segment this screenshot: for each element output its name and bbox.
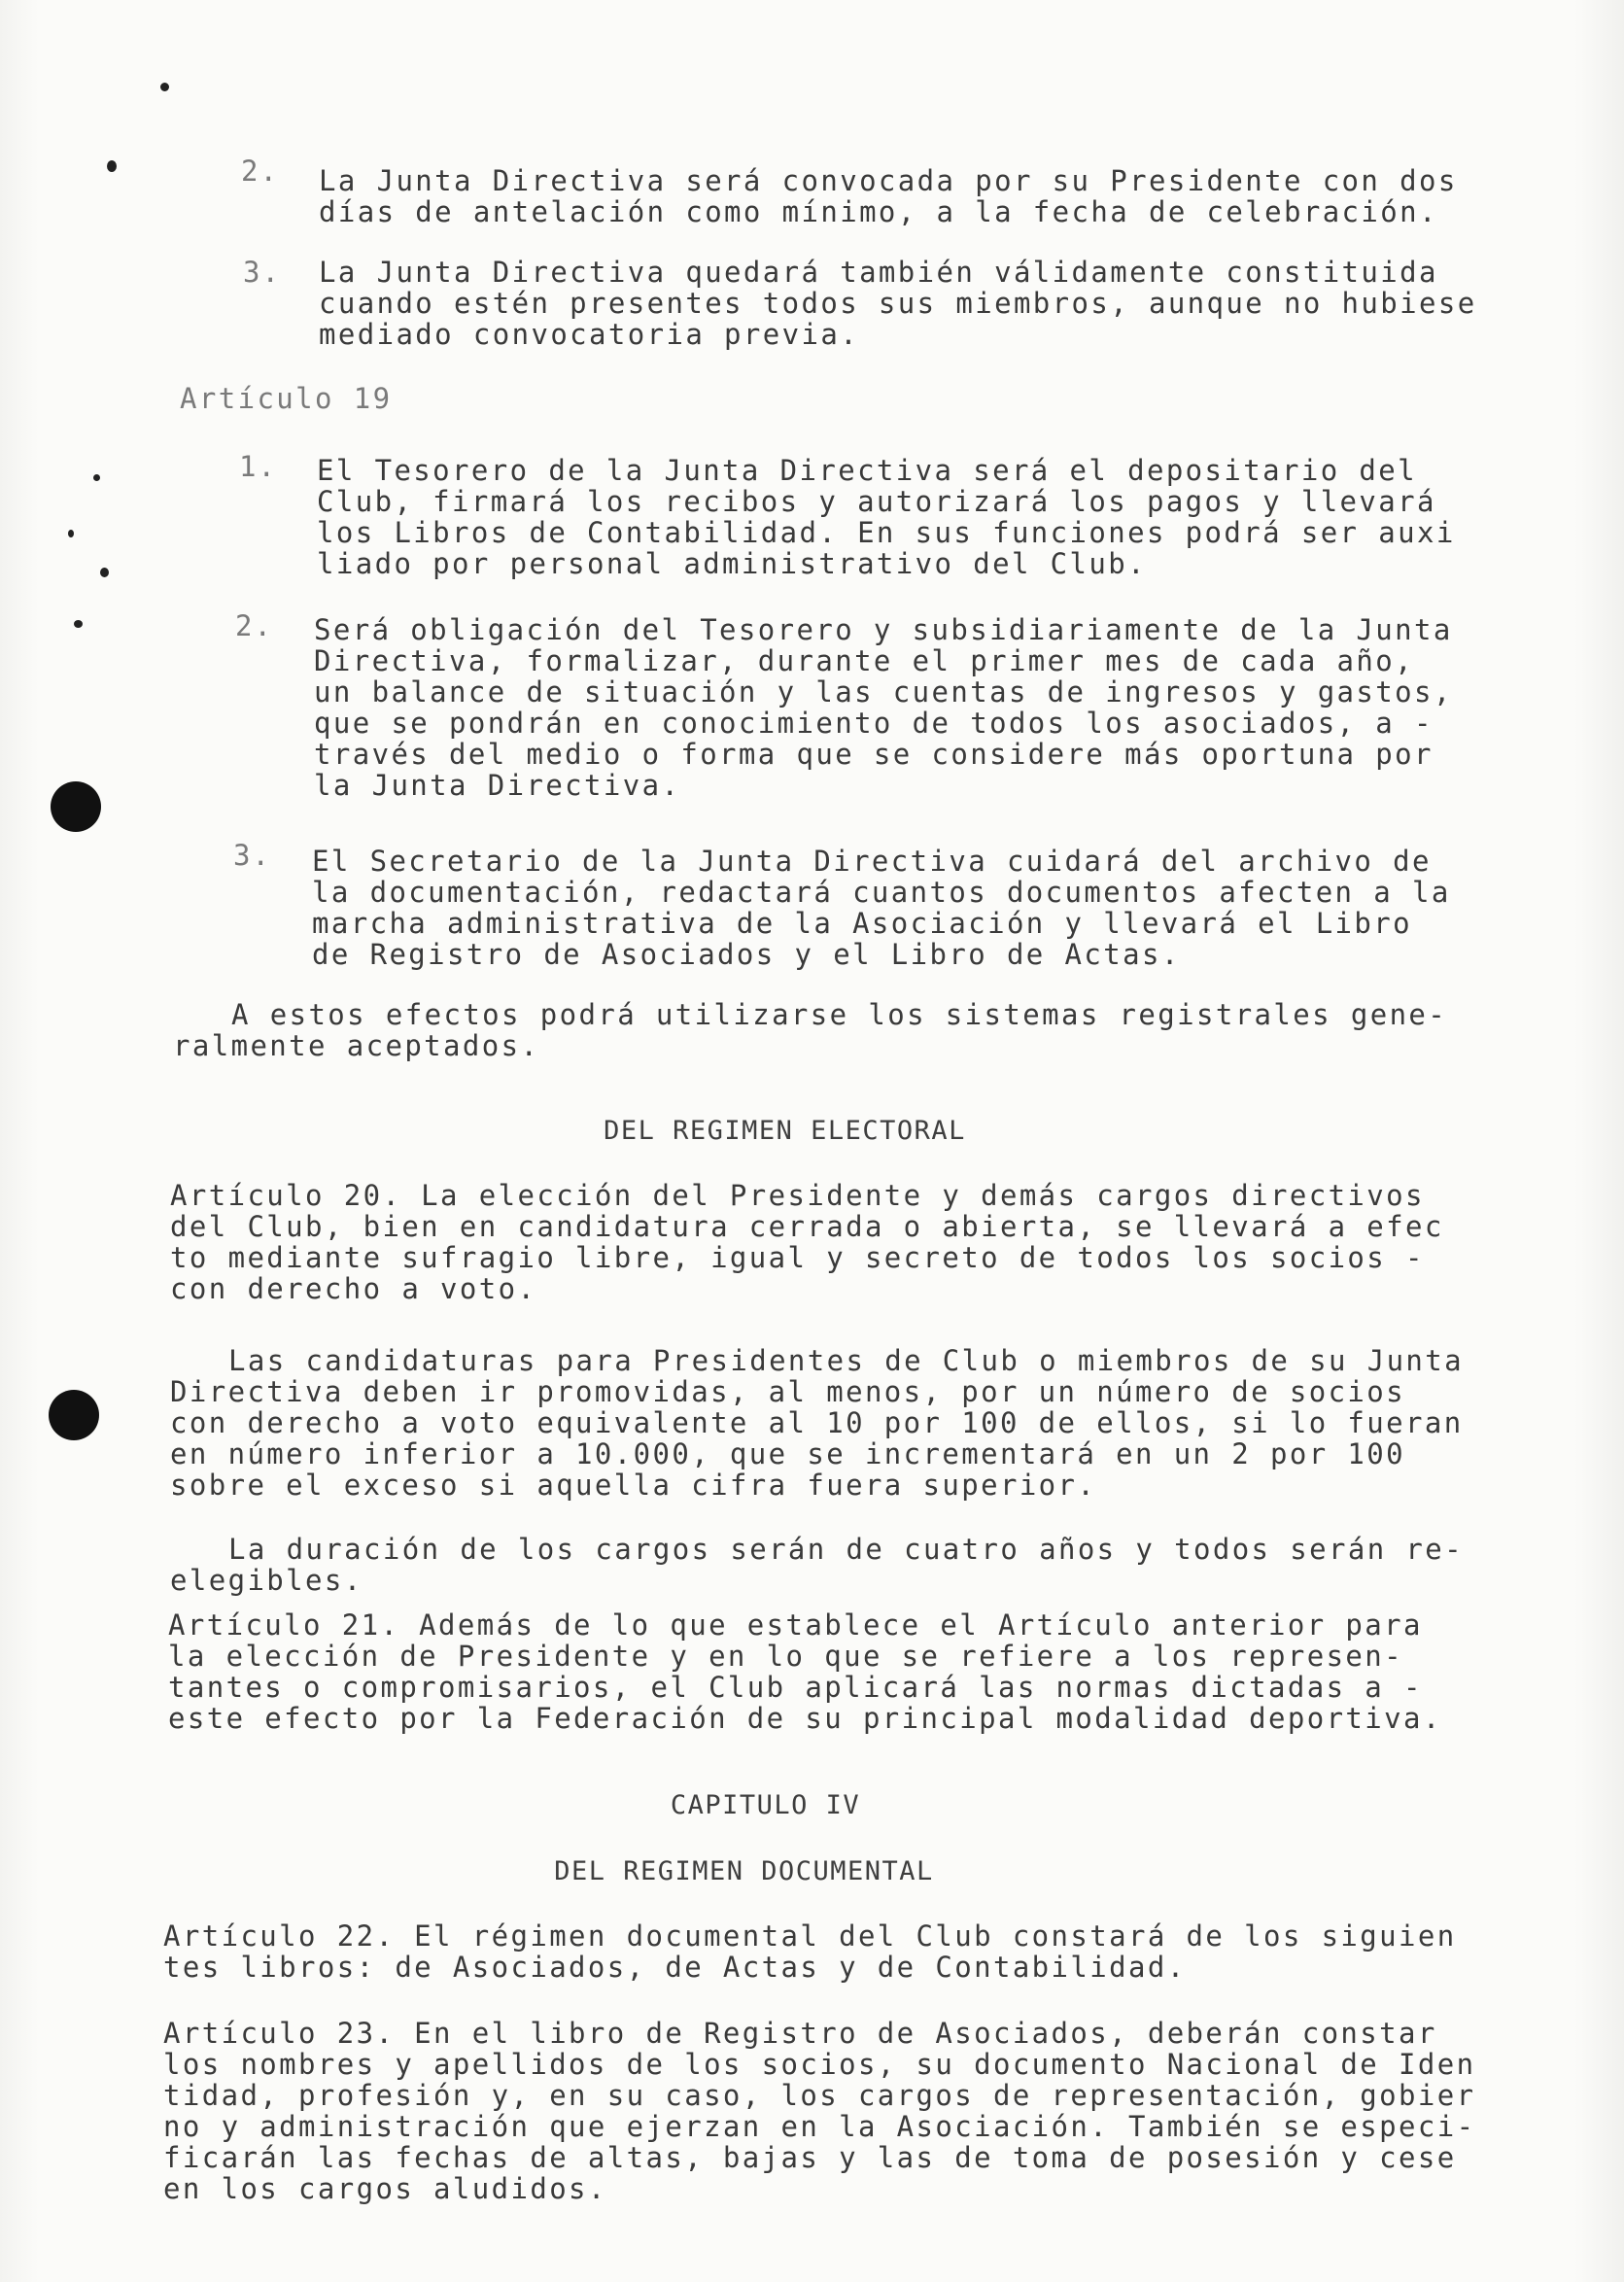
article-22: Artículo 22. El régimen documental del Club constará de los siguien tes libros: de Asociados, de Actas y de Contabilidad. — [163, 1919, 1457, 1984]
item-number: 2. — [235, 609, 273, 642]
article-20: Artículo 20. La elección del Presidente y demás cargos directivos del Club, bien en candidatura cerrada o abierta, se llevará a efec to mediante sufragio libre, igual y secreto de todos los socios - con derecho a voto. — [170, 1179, 1444, 1305]
ink-speck — [74, 620, 83, 628]
article-20-paragraph-3: La duración de los cargos serán de cuatro años y todos serán re- elegibles. — [170, 1533, 1465, 1597]
art18-item3-text: La Junta Directiva quedará también válidamente constituida cuando estén presentes todos sus miembros, aunque no hubiese mediado convocatoria previa. — [319, 256, 1477, 351]
chapter-heading: CAPITULO IV — [670, 1790, 861, 1820]
item-number: 1. — [239, 450, 277, 483]
article-19-title: Artículo 19 — [180, 382, 393, 415]
item-number: 3. — [243, 256, 281, 289]
ink-speck — [68, 530, 74, 537]
section-heading-documental: DEL REGIMEN DOCUMENTAL — [554, 1856, 934, 1886]
punch-hole-top — [51, 781, 101, 832]
ink-speck — [160, 83, 169, 91]
item-number: 3. — [233, 839, 271, 872]
punch-hole-bottom — [49, 1390, 99, 1440]
ink-speck — [107, 160, 117, 172]
ink-speck — [93, 474, 100, 481]
section-heading-electoral: DEL REGIMEN ELECTORAL — [604, 1116, 966, 1146]
ink-speck — [100, 568, 109, 577]
article-23: Artículo 23. En el libro de Registro de Asociados, deberán constar los nombres y apellidos de los socios, su documento Nacional de Iden tidad, profesión y, en su caso, los cargos de representación, gobier no y administración que ejerzan en la Asociación. También se especi- ficarán las fechas de altas, bajas y las de toma de posesión y cese en los cargos aludidos. — [163, 2017, 1476, 2205]
art19-item3-text: El Secretario de la Junta Directiva cuidará del archivo de la documentación, redactará cuantos documentos afecten a la marcha administrativa de la Asociación y llevará el Libro de Registro de Asociados y el Libro de Actas. — [312, 845, 1451, 971]
article-20-paragraph-2: Las candidaturas para Presidentes de Club o miembros de su Junta Directiva deben ir promovidas, al menos, por un número de socios con derecho a voto equivalente al 10 por 100 de ellos, si lo fueran en número inferior a 10.000, que se incrementará en un 2 por 100 sobre el exceso si aquella cifra fuera superior. — [170, 1344, 1465, 1502]
art18-item2-text: La Junta Directiva será convocada por su Presidente con dos días de antelación como mínimo, a la fecha de celebración. — [319, 164, 1458, 228]
article-21: Artículo 21. Además de lo que establece el Artículo anterior para la elección de Presidente y en lo que se refiere a los represen- tantes o compromisarios, el Club aplicará las normas dictadas a - este efecto por la Federación de su principal modalidad deportiva. — [168, 1608, 1442, 1735]
art19-closing: A estos efectos podrá utilizarse los sistemas registrales gene- ralmente aceptados. — [173, 998, 1448, 1062]
art19-item1-text: El Tesorero de la Junta Directiva será el depositario del Club, firmará los recibos y autorizará los pagos y llevará los Libros de Contabilidad. En sus funciones podrá ser auxi liado por personal administrativo del Club. — [317, 454, 1456, 580]
art19-item2-text: Será obligación del Tesorero y subsidiariamente de la Junta Directiva, formalizar, durante el primer mes de cada año, un balance de situación y las cuentas de ingresos y gastos, que se pondrán en conocimiento de todos los asociados, a - través del medio o forma que se considere más oportuna por la Junta Directiva. — [314, 613, 1453, 802]
item-number: 2. — [241, 155, 279, 188]
